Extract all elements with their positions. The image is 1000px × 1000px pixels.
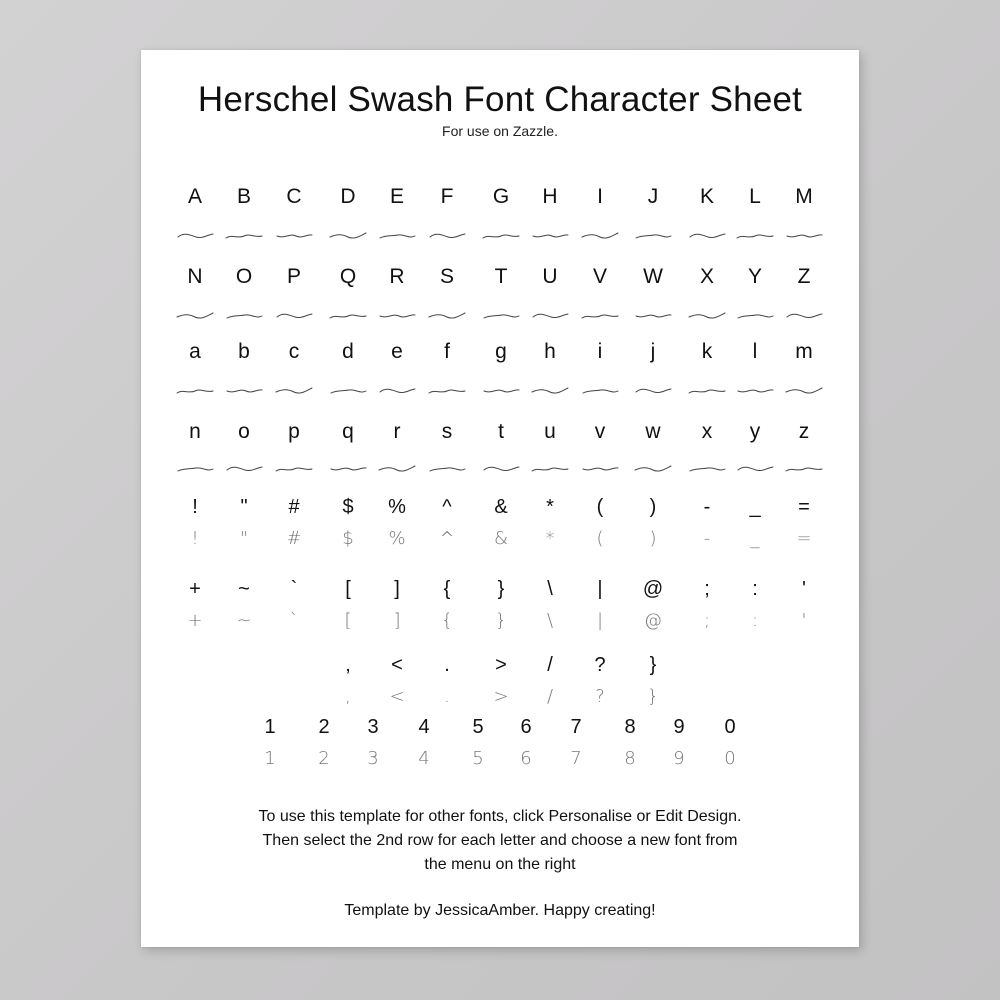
letter-glyph: w	[645, 420, 661, 443]
letter-glyph: W	[643, 265, 663, 288]
swash-glyph-icon	[784, 306, 824, 326]
swash-glyph-icon	[580, 381, 620, 401]
symbol-glyph: >	[495, 654, 507, 676]
letter-glyph: Y	[747, 265, 762, 288]
letter-glyph: F	[440, 185, 454, 208]
swash-glyph-icon	[427, 459, 467, 479]
letter-glyph: x	[701, 420, 713, 443]
swash-glyph-icon	[224, 226, 264, 246]
letter-glyph: Z	[797, 265, 811, 288]
letter-glyph: J	[647, 185, 659, 208]
letter-glyph: m	[795, 340, 813, 363]
swash-glyph-icon	[735, 226, 775, 246]
symbol-glyph: +	[189, 578, 201, 600]
swash-glyph-icon	[224, 459, 264, 479]
letter-row	[141, 182, 859, 212]
letter-glyph: s	[441, 420, 453, 443]
symbol-glyph: ;	[703, 610, 711, 631]
symbol-row-alt-font	[141, 524, 859, 554]
symbol-glyph: 3	[367, 748, 379, 769]
swash-glyph-icon	[735, 381, 775, 401]
symbol-glyph: @	[642, 578, 664, 600]
swash-glyph-icon	[687, 381, 727, 401]
symbol-glyph: !	[192, 496, 198, 518]
symbol-glyph: 7	[570, 716, 582, 738]
letter-glyph: O	[235, 265, 253, 288]
letter-glyph: r	[393, 420, 401, 443]
symbol-glyph: '	[801, 610, 807, 631]
page-subtitle: For use on Zazzle.	[442, 123, 558, 139]
symbol-glyph: "	[239, 528, 249, 549]
symbol-glyph: ,	[345, 686, 351, 707]
swash-glyph-icon	[580, 459, 620, 479]
swash-glyph-icon	[175, 226, 215, 246]
character-sheet-poster	[141, 50, 859, 947]
symbol-glyph: ;	[704, 578, 710, 600]
symbol-glyph: (	[596, 496, 604, 518]
letter-glyph: E	[389, 185, 404, 208]
symbol-glyph: =	[796, 528, 812, 549]
symbol-glyph: [	[345, 578, 351, 600]
symbol-glyph: ^	[439, 528, 455, 549]
symbol-glyph: +	[187, 610, 203, 631]
swash-glyph-icon	[175, 381, 215, 401]
symbol-row-alt-font	[141, 606, 859, 636]
letter-glyph: R	[389, 265, 405, 288]
symbol-glyph: 1	[264, 748, 276, 769]
swash-glyph-icon	[377, 381, 417, 401]
letter-glyph: Q	[339, 265, 357, 288]
letter-glyph: S	[439, 265, 454, 288]
symbol-glyph: 6	[520, 716, 532, 738]
symbol-glyph: -	[703, 496, 711, 518]
symbol-glyph: ~	[236, 610, 252, 631]
swash-glyph-icon	[274, 306, 314, 326]
letter-glyph: g	[495, 340, 507, 363]
symbol-glyph: ?	[595, 686, 605, 707]
symbol-glyph: |	[597, 578, 603, 600]
letter-glyph: D	[340, 185, 356, 208]
swash-glyph-icon	[328, 381, 368, 401]
letter-glyph: f	[444, 340, 450, 363]
letter-glyph: A	[187, 185, 202, 208]
letter-glyph: z	[798, 420, 810, 443]
letter-glyph: N	[187, 265, 203, 288]
symbol-glyph: ?	[594, 654, 606, 676]
swash-glyph-icon	[687, 226, 727, 246]
symbol-glyph: =	[798, 496, 810, 518]
symbol-glyph: }	[495, 610, 507, 631]
symbol-glyph: }	[647, 686, 659, 707]
symbol-glyph: 5	[472, 716, 484, 738]
symbol-glyph: 3	[367, 716, 379, 738]
swash-glyph-icon	[224, 381, 264, 401]
swash-glyph-icon	[274, 381, 314, 401]
letter-glyph: y	[749, 420, 761, 443]
symbol-glyph: {	[443, 578, 451, 600]
symbol-glyph: )	[649, 528, 657, 549]
letter-glyph: X	[699, 265, 714, 288]
letter-glyph: H	[542, 185, 558, 208]
swash-glyph-icon	[580, 306, 620, 326]
swash-glyph-icon	[175, 306, 215, 326]
swash-glyph-icon	[427, 226, 467, 246]
swash-glyph-icon	[224, 306, 264, 326]
swash-glyph-icon	[481, 381, 521, 401]
swash-glyph-icon	[427, 381, 467, 401]
symbol-glyph: [	[344, 610, 352, 631]
swash-glyph-icon	[530, 226, 570, 246]
symbol-glyph: ]	[393, 610, 401, 631]
swash-row	[141, 226, 859, 246]
swash-glyph-icon	[175, 459, 215, 479]
swash-row	[141, 459, 859, 479]
symbol-glyph: /	[546, 686, 554, 707]
symbol-glyph: |	[596, 610, 604, 631]
swash-glyph-icon	[328, 226, 368, 246]
symbol-glyph: }	[497, 578, 505, 600]
instructions-line: the menu on the right	[424, 856, 576, 873]
instructions-text	[161, 805, 839, 877]
symbol-glyph: 0	[724, 716, 736, 738]
swash-row	[141, 381, 859, 401]
letter-glyph: h	[544, 340, 556, 363]
symbol-glyph: 2	[318, 748, 330, 769]
symbol-glyph: 1	[264, 716, 276, 738]
symbol-glyph: 8	[624, 748, 636, 769]
symbol-glyph: #	[288, 496, 300, 518]
symbol-row	[141, 650, 859, 680]
letter-glyph: d	[342, 340, 354, 363]
symbol-glyph: >	[493, 686, 509, 707]
symbol-glyph: 9	[673, 748, 685, 769]
symbol-glyph: -	[703, 528, 711, 549]
symbol-glyph: :	[751, 610, 759, 631]
symbol-glyph: *	[545, 528, 555, 549]
symbol-glyph: ^	[442, 496, 452, 518]
symbol-glyph: \	[546, 610, 554, 631]
swash-glyph-icon	[633, 459, 673, 479]
swash-glyph-icon	[633, 381, 673, 401]
symbol-glyph: &	[493, 528, 509, 549]
swash-glyph-icon	[633, 226, 673, 246]
symbol-row	[141, 712, 859, 742]
letter-glyph: v	[594, 420, 606, 443]
swash-glyph-icon	[274, 459, 314, 479]
swash-glyph-icon	[784, 226, 824, 246]
symbol-glyph: 8	[624, 716, 636, 738]
letter-glyph: I	[597, 185, 603, 208]
swash-glyph-icon	[687, 459, 727, 479]
symbol-glyph: _	[749, 496, 761, 518]
symbol-glyph: ~	[238, 578, 250, 600]
swash-glyph-icon	[481, 226, 521, 246]
symbol-row-alt-font	[141, 682, 859, 712]
swash-glyph-icon	[481, 306, 521, 326]
letter-glyph: i	[597, 340, 603, 363]
symbol-glyph: %	[388, 496, 406, 518]
swash-glyph-icon	[735, 306, 775, 326]
symbol-glyph: .	[444, 686, 450, 707]
letter-glyph: T	[494, 265, 508, 288]
letter-row	[141, 337, 859, 367]
swash-glyph-icon	[377, 459, 417, 479]
swash-glyph-icon	[687, 306, 727, 326]
letter-glyph: c	[288, 340, 300, 363]
symbol-row	[141, 492, 859, 522]
swash-glyph-icon	[530, 459, 570, 479]
letter-glyph: q	[342, 420, 354, 443]
letter-glyph: o	[238, 420, 250, 443]
symbol-glyph: 4	[418, 716, 430, 738]
symbol-glyph: $	[342, 528, 354, 549]
letter-glyph: L	[749, 185, 761, 208]
symbol-glyph: _	[750, 528, 760, 549]
letter-glyph: j	[650, 340, 656, 363]
symbol-glyph: #	[286, 528, 302, 549]
symbol-glyph: )	[649, 496, 657, 518]
symbol-glyph: %	[388, 528, 406, 549]
symbol-glyph: @	[644, 610, 662, 631]
swash-glyph-icon	[784, 381, 824, 401]
symbol-glyph: /	[547, 654, 553, 676]
swash-glyph-icon	[328, 459, 368, 479]
symbol-glyph: `	[290, 578, 298, 600]
page-title: Herschel Swash Font Character Sheet	[197, 80, 803, 119]
swash-glyph-icon	[735, 459, 775, 479]
symbol-glyph: '	[802, 578, 806, 600]
letter-glyph: G	[492, 185, 510, 208]
letter-glyph: p	[288, 420, 300, 443]
letter-glyph: k	[701, 340, 713, 363]
symbol-glyph: (	[596, 528, 604, 549]
symbol-glyph: 4	[418, 748, 430, 769]
symbol-glyph: *	[546, 496, 554, 518]
letter-glyph: a	[189, 340, 201, 363]
letter-glyph: U	[542, 265, 558, 288]
symbol-glyph: !	[191, 528, 199, 549]
swash-glyph-icon	[377, 226, 417, 246]
symbol-glyph: `	[289, 610, 299, 631]
letter-glyph: V	[592, 265, 607, 288]
swash-glyph-icon	[530, 306, 570, 326]
symbol-glyph: }	[649, 654, 657, 676]
symbol-glyph: 2	[318, 716, 330, 738]
symbol-glyph: 7	[570, 748, 582, 769]
swash-glyph-icon	[377, 306, 417, 326]
symbol-glyph: :	[752, 578, 758, 600]
symbol-glyph: "	[240, 496, 248, 518]
letter-glyph: K	[699, 185, 714, 208]
letter-glyph: C	[286, 185, 302, 208]
letter-row	[141, 262, 859, 292]
symbol-glyph: <	[391, 654, 403, 676]
symbol-glyph: ]	[394, 578, 400, 600]
symbol-glyph: 0	[724, 748, 736, 769]
letter-glyph: b	[238, 340, 250, 363]
swash-glyph-icon	[427, 306, 467, 326]
symbol-glyph: {	[441, 610, 453, 631]
swash-glyph-icon	[784, 459, 824, 479]
symbol-row-alt-font	[141, 744, 859, 774]
letter-glyph: u	[544, 420, 556, 443]
swash-glyph-icon	[530, 381, 570, 401]
symbol-glyph: 6	[520, 748, 532, 769]
symbol-row	[141, 574, 859, 604]
symbol-glyph: \	[547, 578, 553, 600]
swash-glyph-icon	[633, 306, 673, 326]
instructions-line: Then select the 2nd row for each letter and choose a new font from	[262, 832, 738, 849]
swash-glyph-icon	[328, 306, 368, 326]
swash-glyph-icon	[274, 226, 314, 246]
symbol-glyph: $	[342, 496, 354, 518]
instructions-line: To use this template for other fonts, click Personalise or Edit Design.	[258, 808, 742, 825]
swash-glyph-icon	[580, 226, 620, 246]
symbol-glyph: .	[444, 654, 450, 676]
letter-glyph: P	[286, 265, 301, 288]
template-credit: Template by JessicaAmber. Happy creating!	[344, 902, 656, 919]
letter-glyph: M	[795, 185, 813, 208]
symbol-glyph: <	[389, 686, 405, 707]
letter-glyph: l	[752, 340, 758, 363]
letter-glyph: n	[189, 420, 201, 443]
swash-glyph-icon	[481, 459, 521, 479]
symbol-glyph: 5	[472, 748, 484, 769]
symbol-glyph: &	[494, 496, 508, 518]
letter-glyph: B	[236, 185, 251, 208]
symbol-glyph: 9	[673, 716, 685, 738]
letter-glyph: e	[391, 340, 403, 363]
symbol-glyph: ,	[345, 654, 351, 676]
letter-glyph: t	[498, 420, 504, 443]
swash-row	[141, 306, 859, 326]
letter-row	[141, 417, 859, 447]
